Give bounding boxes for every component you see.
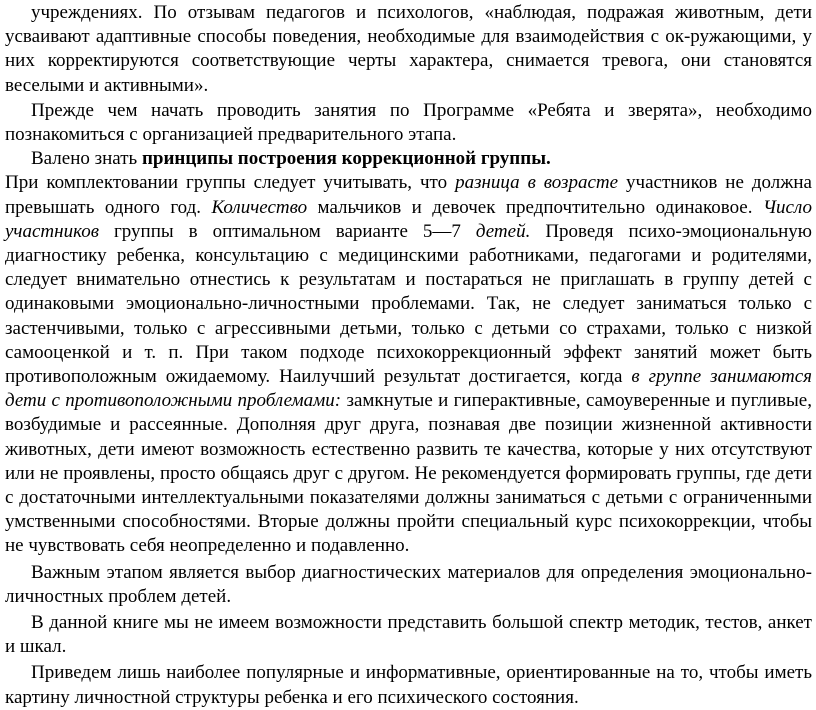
formation-italic-children: детей. bbox=[475, 220, 531, 242]
formation-italic-age: разница в возрасте bbox=[455, 172, 619, 194]
paragraph-book-scope: В данной книге мы не имеем возможности представить большой спектр методик, тестов, анкет и шкал. bbox=[5, 612, 812, 658]
paragraph-diagnostics: Важным этапом является выбор диагностических материалов для определения эмоционально-личностных проблем детей. bbox=[5, 561, 812, 607]
document-page bbox=[0, 1, 816, 708]
formation-text-2: участников не должна превышать одного год. bbox=[5, 172, 812, 218]
principles-lead-text: Валено знать bbox=[31, 148, 142, 170]
paragraph-popular-methods: Приведем лишь наиболее популярные и информативные, ориентированные на то, чтобы иметь картину личностной структуры ребенка и его психического состояния. bbox=[5, 662, 812, 708]
paragraph-intro-quote: учреждениях. По отзывам педагогов и психологов, «наблюдая, подражая животным, дети усваивают адаптивные способы поведения, необходимые для взаимодействия с ок-ружающими, у них корректируются соответствующие черты характера, снимается тревога, они становятся веселыми и активными». bbox=[5, 2, 812, 96]
formation-text-1: При комплектовании группы следует учитывать, что bbox=[5, 172, 456, 194]
paragraph-principles-heading bbox=[5, 147, 812, 171]
formation-text-4: группы в оптимальном варианте 5—7 bbox=[99, 220, 476, 242]
formation-italic-participants: Число участников bbox=[5, 196, 812, 242]
formation-text-5: Проведя психо-эмоциональную диагностику ребенка, консультацию с медицинскими работниками, педагогами и родителями, следует внимательно отнестись к результатам и постараться не приглашать в группу детей с одинаковыми эмоционально-личностными проблемами. Так, не следует заниматься только с застенчивыми, только с агрессивными детьми, только с детьми со страхами, только с низкой самооценкой и т. п. При таком подходе психокоррекционный эффект занятий может быть противоположным ожидаемому. Наилучший результат достигается, когда bbox=[5, 220, 812, 388]
formation-text-3: мальчиков и девочек предпочтительно одинаковое. bbox=[307, 196, 763, 218]
paragraph-group-formation bbox=[5, 171, 812, 558]
formation-text-6: замкнутые и гиперактивные, самоуверенные и пугливые, возбудимые и рассеянные. Дополняя друг друга, познавая две позиции жизненной активности животных, дети имеют возможность естественно развить те качества, которые у них отсутствуют или не проявлены, просто общаясь друг с другом. Не рекомендуется формировать группы, где дети с достаточными интеллектуальными показателями должны заниматься с детьми с ограниченными умственными способностями. Вторые должны пройти специальный курс психокоррекции, чтобы не чувствовать себя неопределенно и подавленно. bbox=[5, 390, 812, 557]
principles-bold-text: принципы построения коррекционной группы. bbox=[141, 148, 551, 170]
formation-italic-quantity: Количество bbox=[211, 196, 308, 218]
paragraph-preparation: Прежде чем начать проводить занятия по Программе «Ребята и зверята», необходимо познакомиться с организацией предварительного этапа. bbox=[5, 99, 812, 146]
formation-italic-opposite-problems: в группе занимаются дети с противоположными проблемами: bbox=[5, 366, 813, 412]
